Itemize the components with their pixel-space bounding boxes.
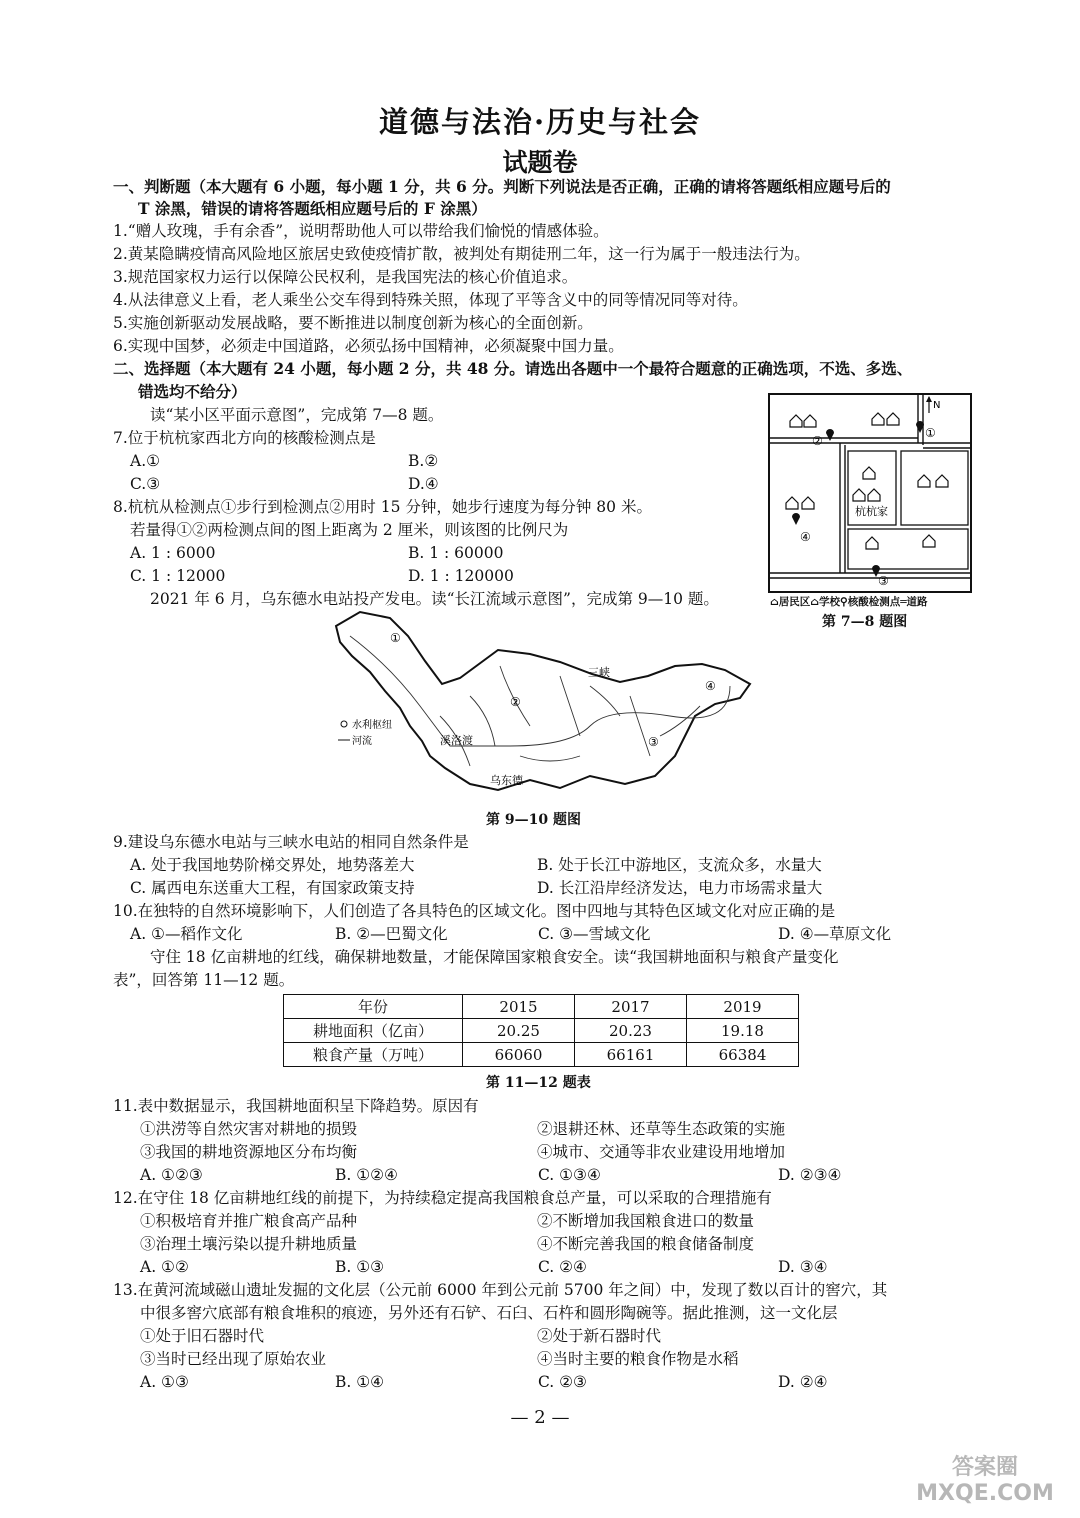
map1-marker-3: ③ (878, 574, 889, 588)
q10-option-b: B. ②—巴蜀文化 (335, 925, 448, 943)
q9-stem: 9.建设乌东德水电站与三峡水电站的相同自然条件是 (113, 833, 469, 851)
q12-option-d: D. ③④ (778, 1258, 828, 1276)
q11-option-a: A. ①②③ (140, 1166, 203, 1184)
map2-marker-2: ② (510, 695, 521, 709)
q12-statement-3: ③治理土壤污染以提升耕地质量 (140, 1235, 358, 1253)
intro-7-8: 读“某小区平面示意图”，完成第 7—8 题。 (150, 406, 444, 424)
dam-legend-icon (341, 721, 347, 727)
judge-item-6: 6.实现中国梦，必须走中国道路，必须弘扬中国精神，必须凝聚中国力量。 (113, 337, 624, 355)
page-number: — 2 — (510, 1407, 570, 1428)
section1-heading-cont: T 涂黑，错误的请将答题纸相应题号后的 F 涂黑） (138, 199, 487, 218)
q9-option-c: C. 属西电东送重大工程，有国家政策支持 (130, 879, 415, 897)
table-caption: 第 11—12 题表 (486, 1075, 591, 1091)
intro-11-12-cont: 表”，回答第 11—12 题。 (113, 971, 295, 989)
q11-option-c: C. ①③④ (538, 1166, 601, 1184)
table-row (284, 1043, 799, 1067)
map1-north-label: N (933, 400, 941, 411)
map2-label-wudongde: 乌东德 (490, 774, 523, 787)
table-header-cell: 2017 (575, 995, 687, 1019)
q13-option-a: A. ①③ (140, 1373, 189, 1391)
q12-option-a: A. ①② (140, 1258, 189, 1276)
judge-item-1: 1.“赠人玫瑰，手有余香”，说明帮助他人可以带给我们愉悦的情感体验。 (113, 222, 609, 240)
judge-item-5: 5.实施创新驱动发展战略，要不断推进以制度创新为核心的全面创新。 (113, 314, 593, 332)
q13-option-c: C. ②③ (538, 1373, 587, 1391)
q13-option-d: D. ②④ (778, 1373, 828, 1391)
map2-marker-4: ④ (705, 679, 716, 693)
q11-statement-2: ②退耕还林、还草等生态政策的实施 (537, 1120, 786, 1138)
q11-statement-4: ④城市、交通等非农业建设用地增加 (537, 1143, 786, 1161)
table-cell: 20.25 (463, 1019, 575, 1043)
q11-option-d: D. ②③④ (778, 1166, 842, 1184)
q12-statement-4: ④不断完善我国的粮食储备制度 (537, 1235, 755, 1253)
table-header-cell: 年份 (284, 995, 463, 1019)
watermark-text: 答案圈 MXQE.COM (916, 1455, 1054, 1506)
q9-option-a: A. 处于我国地势阶梯交界处，地势落差大 (130, 856, 415, 874)
judge-item-4: 4.从法律意义上看，老人乘坐公交车得到特殊关照，体现了平等含义中的同等情况同等对待。 (113, 291, 748, 309)
section2-heading-cont: 错选均不给分） (138, 382, 247, 401)
section1-heading: 一、判断题（本大题有 6 小题，每小题 1 分，共 6 分。判断下列说法是否正确，正确的请将答题纸相应题号后的 (113, 177, 891, 196)
map2-caption: 第 9—10 题图 (486, 812, 581, 828)
q10-option-a: A. ①—稻作文化 (130, 925, 243, 943)
q10-option-d: D. ④—草原文化 (778, 925, 892, 943)
q13-statement-2: ②处于新石器时代 (537, 1327, 662, 1345)
q13-statement-4: ④当时主要的粮食作物是水稻 (537, 1350, 739, 1368)
q11-statement-3: ③我国的耕地资源地区分布均衡 (140, 1143, 358, 1161)
map2-label-xiluodu: 溪洛渡 (440, 734, 473, 747)
watermark-logo (900, 1455, 1070, 1510)
judge-item-2: 2.黄某隐瞒疫情高风险地区旅居史致使疫情扩散，被判处有期徒刑二年，这一行为属于一般违法行为。 (113, 245, 810, 263)
table-cell: 66384 (687, 1043, 799, 1067)
judge-item-3: 3.规范国家权力运行以保障公民权利，是我国宪法的核心价值追求。 (113, 268, 578, 286)
q8-option-c: C. 1 : 12000 (130, 567, 226, 585)
q8-option-b: B. 1 : 60000 (408, 544, 504, 562)
map1-legend: ⌂居民区⌂学校⚲核酸检测点═道路 (770, 596, 928, 608)
q7-option-b: B.② (408, 452, 439, 470)
q11-stem: 11.表中数据显示，我国耕地面积呈下降趋势。原因有 (113, 1097, 479, 1115)
table-cell: 耕地面积（亿亩） (284, 1019, 463, 1043)
q7-option-a: A.① (130, 452, 161, 470)
table-header-row (284, 995, 799, 1019)
table-cell: 19.18 (687, 1019, 799, 1043)
table-cell: 20.23 (575, 1019, 687, 1043)
map1-caption: 第 7—8 题图 (822, 614, 908, 630)
table-cell: 66161 (575, 1043, 687, 1067)
q8-stem: 8.杭杭从检测点①步行到检测点②用时 15 分钟，她步行速度为每分钟 80 米。 (113, 498, 652, 516)
table-header-cell: 2019 (687, 995, 799, 1019)
table-header-cell: 2015 (463, 995, 575, 1019)
q12-statement-2: ②不断增加我国粮食进口的数量 (537, 1212, 755, 1230)
map1-marker-1: ① (925, 426, 936, 440)
neighborhood-map (768, 393, 972, 593)
map1-marker-2: ② (812, 434, 823, 448)
table-cell: 粮食产量（万吨） (284, 1043, 463, 1067)
map2-legend-river: 河流 (352, 736, 372, 747)
intro-11-12: 守住 18 亿亩耕地的红线，确保耕地数量，才能保障国家粮食安全。读“我国耕地面积与粮食产量变化 (150, 948, 839, 966)
map1-home-label: 杭杭家 (855, 505, 888, 518)
q13-stem: 13.在黄河流域磁山遗址发掘的文化层（公元前 6000 年到公元前 5700 年之间）中，发现了数以百计的窖穴，其 (113, 1281, 888, 1299)
page-subtitle: 试题卷 (502, 148, 578, 177)
q8-option-a: A. 1 : 6000 (130, 544, 216, 562)
q12-option-b: B. ①③ (335, 1258, 385, 1276)
map2-marker-3: ③ (648, 735, 659, 749)
q9-option-d: D. 长江沿岸经济发达，电力市场需求量大 (537, 879, 823, 897)
intro-9-10: 2021 年 6 月，乌东德水电站投产发电。读“长江流域示意图”，完成第 9—10 题。 (150, 590, 719, 608)
q13-statement-3: ③当时已经出现了原始农业 (140, 1350, 327, 1368)
q7-option-d: D.④ (408, 475, 439, 493)
q10-stem: 10.在独特的自然环境影响下，人们创造了各具特色的区域文化。图中四地与其特色区域文化对应正确的是 (113, 902, 836, 920)
q12-statement-1: ①积极培育并推广粮食高产品种 (140, 1212, 358, 1230)
table-row (284, 1019, 799, 1043)
q8-option-d: D. 1 : 120000 (408, 567, 514, 585)
q7-stem: 7.位于杭杭家西北方向的核酸检测点是 (113, 429, 376, 447)
q12-stem: 12.在守住 18 亿亩耕地红线的前提下，为持续稳定提高我国粮食总产量，可以采取的合理措施有 (113, 1189, 772, 1207)
page-title: 道德与法治·历史与社会 (378, 105, 702, 139)
q12-option-c: C. ②④ (538, 1258, 587, 1276)
map2-label-sanxia: 三峡 (588, 666, 610, 679)
q11-option-b: B. ①②④ (335, 1166, 398, 1184)
q7-option-c: C.③ (130, 475, 161, 493)
q13-stem-cont: 中很多窖穴底部有粮食堆积的痕迹，另外还有石铲、石臼、石杵和圆形陶碗等。据此推测，这一文化层 (140, 1304, 838, 1322)
q8-stem-cont: 若量得①②两检测点间的图上距离为 2 厘米，则该图的比例尺为 (130, 521, 569, 539)
yangtze-map (330, 606, 760, 802)
q13-option-b: B. ①④ (335, 1373, 385, 1391)
table-cell: 66060 (463, 1043, 575, 1067)
map2-marker-1: ① (390, 631, 401, 645)
section2-heading: 二、选择题（本大题有 24 小题，每小题 2 分，共 48 分。请选出各题中一个最符合题意的正确选项，不选、多选、 (113, 359, 913, 378)
q11-statement-1: ①洪涝等自然灾害对耕地的损毁 (140, 1120, 358, 1138)
map2-legend-dam: 水利枢纽 (352, 720, 392, 731)
farmland-table (283, 994, 799, 1067)
q13-statement-1: ①处于旧石器时代 (140, 1327, 265, 1345)
q9-option-b: B. 处于长江中游地区，支流众多，水量大 (537, 856, 822, 874)
q10-option-c: C. ③—雪域文化 (538, 925, 651, 943)
map1-marker-4: ④ (800, 530, 811, 544)
